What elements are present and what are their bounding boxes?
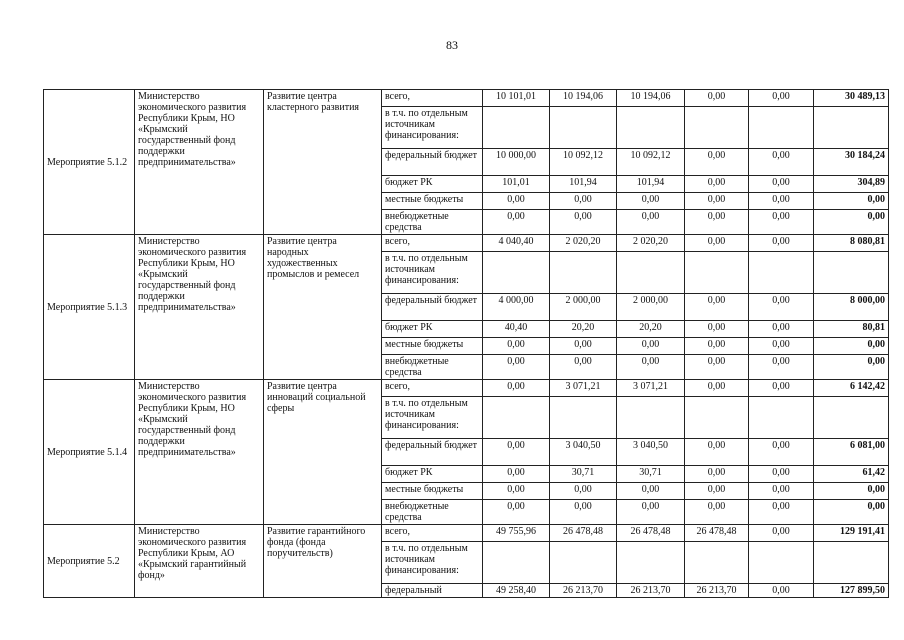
value-cell: 4 000,00	[483, 294, 550, 321]
value-cell: 0,00	[685, 176, 749, 193]
value-cell: 10 101,01	[483, 90, 550, 107]
value-cell: 3 071,21	[550, 380, 617, 397]
value-cell: 0,00	[685, 439, 749, 466]
value-cell: 0,00	[550, 338, 617, 355]
value-cell: 0,00	[749, 338, 814, 355]
value-cell: 0,00	[685, 380, 749, 397]
value-cell: 0,00	[685, 210, 749, 235]
value-cell	[483, 542, 550, 584]
value-cell	[685, 252, 749, 294]
value-cell: 10 194,06	[617, 90, 685, 107]
value-cell: 0,00	[685, 466, 749, 483]
value-cell: 0,00	[617, 355, 685, 380]
value-cell: 26 213,70	[685, 584, 749, 598]
executor-cell: Министерство экономического развития Республики Крым, НО «Крымский государственный фонд поддержки предпринимательства»	[135, 90, 264, 235]
value-cell: 0,00	[483, 439, 550, 466]
table-row	[44, 235, 889, 252]
value-cell: 0,00	[685, 483, 749, 500]
value-cell: 101,94	[617, 176, 685, 193]
value-cell	[483, 107, 550, 149]
total-cell: 30 489,13	[814, 90, 889, 107]
value-cell: 0,00	[483, 355, 550, 380]
value-cell: 0,00	[483, 210, 550, 235]
total-cell: 304,89	[814, 176, 889, 193]
value-cell: 10 092,12	[617, 149, 685, 176]
value-cell: 0,00	[483, 466, 550, 483]
value-cell	[685, 542, 749, 584]
value-cell: 0,00	[749, 321, 814, 338]
value-cell: 26 478,48	[617, 525, 685, 542]
total-cell	[814, 107, 889, 149]
value-cell: 0,00	[749, 193, 814, 210]
funding-source-cell: местные бюджеты	[382, 193, 483, 210]
value-cell: 2 000,00	[617, 294, 685, 321]
funding-source-cell: в т.ч. по отдельным источникам финансирования:	[382, 542, 483, 584]
value-cell: 0,00	[550, 500, 617, 525]
value-cell: 49 755,96	[483, 525, 550, 542]
value-cell: 2 020,20	[550, 235, 617, 252]
value-cell	[685, 107, 749, 149]
measure-name-cell: Развитие центра инноваций социальной сферы	[264, 380, 382, 525]
value-cell: 26 213,70	[550, 584, 617, 598]
total-cell: 0,00	[814, 338, 889, 355]
funding-source-cell: в т.ч. по отдельным источникам финансирования:	[382, 397, 483, 439]
event-cell: Мероприятие 5.1.3	[44, 235, 135, 380]
value-cell: 0,00	[749, 355, 814, 380]
value-cell: 0,00	[685, 90, 749, 107]
value-cell	[617, 542, 685, 584]
value-cell: 0,00	[685, 321, 749, 338]
total-cell: 0,00	[814, 500, 889, 525]
value-cell: 0,00	[483, 193, 550, 210]
value-cell: 0,00	[685, 193, 749, 210]
total-cell: 6 142,42	[814, 380, 889, 397]
funding-source-cell: внебюджетные средства	[382, 500, 483, 525]
funding-source-cell: местные бюджеты	[382, 483, 483, 500]
funding-source-cell: внебюджетные средства	[382, 210, 483, 235]
value-cell: 0,00	[749, 380, 814, 397]
value-cell: 2 000,00	[550, 294, 617, 321]
value-cell: 0,00	[749, 466, 814, 483]
total-cell	[814, 252, 889, 294]
value-cell: 0,00	[617, 483, 685, 500]
funding-source-cell: в т.ч. по отдельным источникам финансирования:	[382, 252, 483, 294]
value-cell: 0,00	[617, 193, 685, 210]
value-cell: 0,00	[685, 355, 749, 380]
value-cell: 4 040,40	[483, 235, 550, 252]
value-cell: 49 258,40	[483, 584, 550, 598]
funding-source-cell: в т.ч. по отдельным источникам финансирования:	[382, 107, 483, 149]
total-cell: 0,00	[814, 483, 889, 500]
value-cell	[749, 107, 814, 149]
total-cell: 129 191,41	[814, 525, 889, 542]
value-cell	[749, 252, 814, 294]
funding-source-cell: внебюджетные средства	[382, 355, 483, 380]
value-cell: 20,20	[550, 321, 617, 338]
value-cell	[617, 252, 685, 294]
value-cell: 0,00	[483, 500, 550, 525]
value-cell	[550, 107, 617, 149]
value-cell: 10 092,12	[550, 149, 617, 176]
executor-cell: Министерство экономического развития Республики Крым, НО «Крымский государственный фонд поддержки предпринимательства»	[135, 380, 264, 525]
value-cell: 0,00	[550, 193, 617, 210]
total-cell	[814, 397, 889, 439]
total-cell: 8 000,00	[814, 294, 889, 321]
value-cell: 26 213,70	[617, 584, 685, 598]
total-cell: 8 080,81	[814, 235, 889, 252]
value-cell: 10 000,00	[483, 149, 550, 176]
value-cell: 3 071,21	[617, 380, 685, 397]
value-cell: 0,00	[685, 235, 749, 252]
funding-source-cell: федеральный бюджет	[382, 439, 483, 466]
value-cell	[550, 252, 617, 294]
value-cell	[550, 542, 617, 584]
value-cell	[617, 107, 685, 149]
funding-source-cell: всего,	[382, 380, 483, 397]
value-cell: 0,00	[749, 294, 814, 321]
total-cell: 0,00	[814, 210, 889, 235]
value-cell: 0,00	[550, 210, 617, 235]
page-number: 83	[446, 38, 458, 52]
table-row	[44, 90, 889, 107]
value-cell	[483, 252, 550, 294]
value-cell	[483, 397, 550, 439]
value-cell: 30,71	[617, 466, 685, 483]
funding-source-cell: всего,	[382, 235, 483, 252]
measure-name-cell: Развитие гарантийного фонда (фонда поручительств)	[264, 525, 382, 598]
value-cell	[550, 397, 617, 439]
value-cell: 0,00	[749, 584, 814, 598]
total-cell: 0,00	[814, 193, 889, 210]
value-cell: 0,00	[550, 483, 617, 500]
total-cell: 61,42	[814, 466, 889, 483]
event-cell: Мероприятие 5.2	[44, 525, 135, 598]
value-cell: 101,01	[483, 176, 550, 193]
value-cell: 20,20	[617, 321, 685, 338]
value-cell: 3 040,50	[550, 439, 617, 466]
total-cell	[814, 542, 889, 584]
value-cell: 0,00	[749, 90, 814, 107]
total-cell: 127 899,50	[814, 584, 889, 598]
event-cell: Мероприятие 5.1.2	[44, 90, 135, 235]
budget-table	[43, 89, 889, 598]
value-cell	[749, 542, 814, 584]
value-cell	[685, 397, 749, 439]
value-cell: 0,00	[749, 210, 814, 235]
value-cell: 30,71	[550, 466, 617, 483]
value-cell: 10 194,06	[550, 90, 617, 107]
value-cell: 0,00	[550, 355, 617, 380]
value-cell: 0,00	[685, 294, 749, 321]
funding-source-cell: всего,	[382, 525, 483, 542]
measure-name-cell: Развитие центра кластерного развития	[264, 90, 382, 235]
value-cell	[749, 397, 814, 439]
table-row	[44, 380, 889, 397]
value-cell: 26 478,48	[550, 525, 617, 542]
funding-source-cell: бюджет РК	[382, 176, 483, 193]
funding-source-cell: федеральный бюджет	[382, 149, 483, 176]
value-cell: 0,00	[749, 525, 814, 542]
value-cell: 0,00	[685, 500, 749, 525]
funding-source-cell: федеральный бюджет	[382, 294, 483, 321]
value-cell: 101,94	[550, 176, 617, 193]
value-cell: 2 020,20	[617, 235, 685, 252]
value-cell: 0,00	[617, 210, 685, 235]
value-cell: 3 040,50	[617, 439, 685, 466]
value-cell: 0,00	[483, 380, 550, 397]
value-cell: 0,00	[685, 338, 749, 355]
table-row	[44, 525, 889, 542]
value-cell: 0,00	[617, 338, 685, 355]
value-cell: 0,00	[749, 439, 814, 466]
value-cell: 40,40	[483, 321, 550, 338]
value-cell: 0,00	[749, 500, 814, 525]
value-cell	[617, 397, 685, 439]
value-cell: 0,00	[483, 483, 550, 500]
total-cell: 30 184,24	[814, 149, 889, 176]
value-cell: 0,00	[749, 176, 814, 193]
measure-name-cell: Развитие центра народных художественных промыслов и ремесел	[264, 235, 382, 380]
funding-source-cell: всего,	[382, 90, 483, 107]
value-cell: 0,00	[749, 483, 814, 500]
total-cell: 0,00	[814, 355, 889, 380]
funding-source-cell: бюджет РК	[382, 466, 483, 483]
funding-source-cell: федеральный	[382, 584, 483, 598]
value-cell: 0,00	[749, 235, 814, 252]
event-cell: Мероприятие 5.1.4	[44, 380, 135, 525]
executor-cell: Министерство экономического развития Республики Крым, АО «Крымский гарантийный фонд»	[135, 525, 264, 598]
total-cell: 80,81	[814, 321, 889, 338]
value-cell: 0,00	[483, 338, 550, 355]
funding-source-cell: бюджет РК	[382, 321, 483, 338]
funding-source-cell: местные бюджеты	[382, 338, 483, 355]
value-cell: 0,00	[685, 149, 749, 176]
value-cell: 0,00	[617, 500, 685, 525]
total-cell: 6 081,00	[814, 439, 889, 466]
executor-cell: Министерство экономического развития Республики Крым, НО «Крымский государственный фонд поддержки предпринимательства»	[135, 235, 264, 380]
value-cell: 0,00	[749, 149, 814, 176]
table-body	[44, 90, 889, 598]
value-cell: 26 478,48	[685, 525, 749, 542]
